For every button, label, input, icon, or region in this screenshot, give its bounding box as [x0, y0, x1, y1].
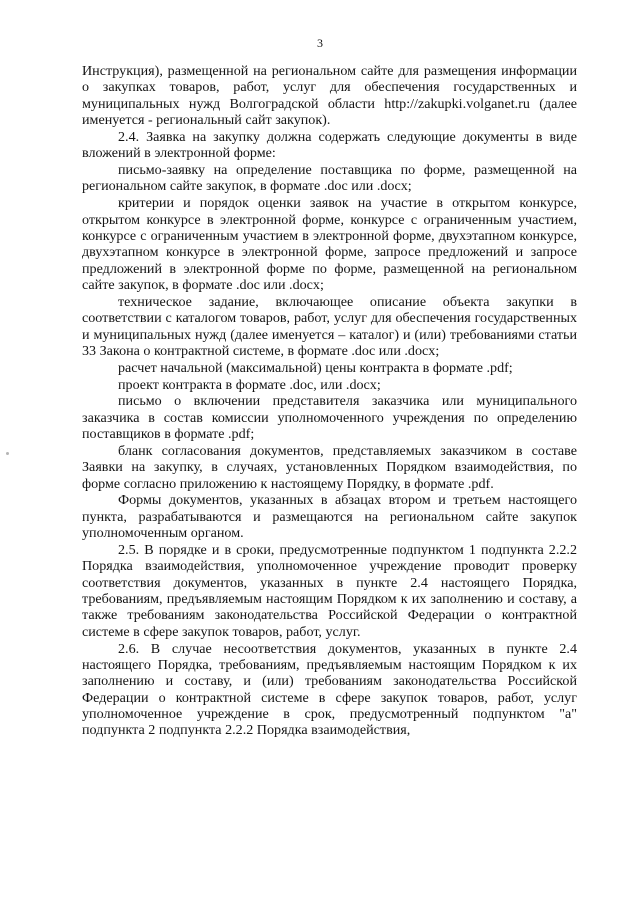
- paragraph: 2.5. В порядке и в сроки, предусмотренные подпунктом 1 подпункта 2.2.2 Порядка взаимодействия, уполномоченное учреждение проводит проверку соответствия документов, указанных в пункте 2.4 настоящего Порядка, требованиям, предъявляемым настоящим Порядком к их заполнению и составу, а также требованиям законодательства Российской Федерации о контрактной системе в сфере закупок товаров, работ, услуг.: [82, 541, 577, 640]
- paragraph: 2.4. Заявка на закупку должна содержать следующие документы в виде вложений в электронной форме:: [82, 128, 577, 162]
- paragraph: проект контракта в формате .doc, или .docx;: [118, 376, 381, 393]
- scan-margin-mark: [6, 452, 9, 455]
- paragraph: бланк согласования документов, представляемых заказчиком в составе Заявки на закупку, в случаях, установленных Порядком взаимодействия, по форме согласно приложению к настоящему Порядку, в формате .pdf.: [82, 442, 577, 492]
- paragraph: письмо о включении представителя заказчика или муниципального заказчика в состав комиссии уполномоченного учреждения по определению поставщиков в формате .pdf;: [82, 393, 577, 443]
- paragraph: 2.6. В случае несоответствия документов, указанных в пункте 2.4 настоящего Порядка, требованиям, предъявляемым настоящим Порядком к их заполнению и составу, и (или) требованиям законодательства Российской Федерации о контрактной системе в сфере закупок товаров, работ, услуг уполномоченное учреждение в срок, предусмотренный подпунктом "а" подпункта 2 подпункта 2.2.2 Порядка взаимодействия,: [82, 640, 577, 739]
- paragraph: Инструкция), размещенной на региональном сайте для размещения информации о закупках товаров, работ, услуг для обеспечения государственных и муниципальных нужд Волгоградской области http://zakupki.volganet.ru (далее именуется - региональный сайт закупок).: [82, 63, 577, 129]
- document-body: [82, 63, 577, 739]
- paragraph: письмо-заявку на определение поставщика по форме, размещенной на региональном сайте закупок, в формате .doc или .docx;: [82, 162, 577, 195]
- paragraph: техническое задание, включающее описание объекта закупки в соответствии с каталогом товаров, работ, услуг для обеспечения государственных и муниципальных нужд (далее именуется – каталог) и (или) требованиями статьи 33 Закона о контрактной системе, в формате .doc или .docx;: [82, 293, 577, 359]
- paragraph: Формы документов, указанных в абзацах втором и третьем настоящего пункта, разрабатываются и размещаются на региональном сайте закупок уполномоченным органом.: [82, 492, 577, 542]
- paragraph: расчет начальной (максимальной) цены контракта в формате .pdf;: [118, 359, 513, 376]
- page-number: 3: [317, 36, 323, 50]
- paragraph: критерии и порядок оценки заявок на участие в открытом конкурсе, открытом конкурсе в электронной форме, конкурсе с ограниченным участием, конкурсе с ограниченным участием в электронной форме, двухэтапном конкурсе, двухэтапном конкурсе в электронной форме, запросе предложений и запросе предложений в электронной форме по форме, размещенной на региональном сайте закупок, в формате .doc или .docx;: [82, 195, 577, 293]
